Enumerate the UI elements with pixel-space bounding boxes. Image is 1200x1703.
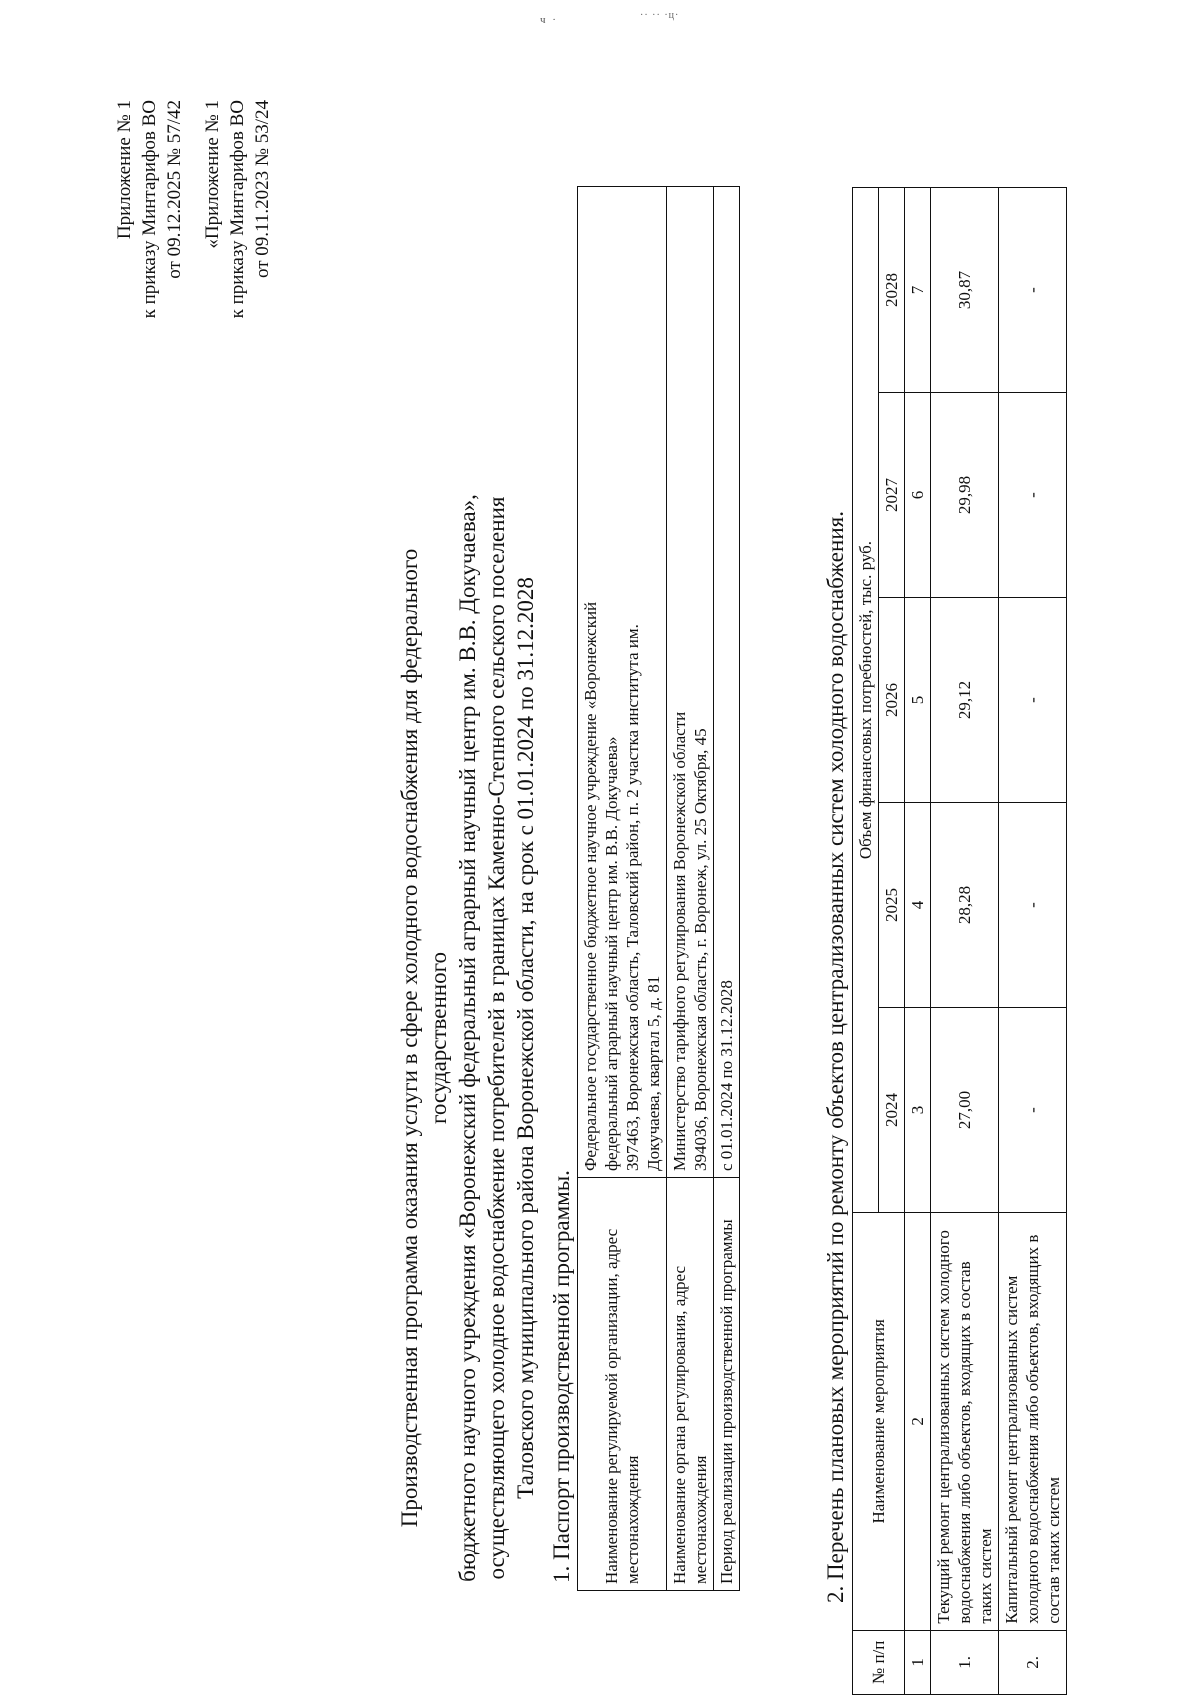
col-header-year: 2025 [879,803,905,1008]
table-header-row [853,188,879,1695]
passport-value [667,187,714,1178]
col-header-year: 2026 [879,598,905,803]
scan-mark: ч · [540,14,558,26]
passport-value [714,187,740,1178]
value-line: 394036, Воронежская область, г. Воронеж, ул. 25 Октября, 45 [691,728,710,1171]
table-row [714,187,740,1591]
appendix-line: от 09.12.2025 № 57/42 [164,100,185,279]
col-header-year: 2024 [879,1008,905,1213]
appendix-header-previous [200,100,275,540]
table-index-row [905,188,931,1695]
passport-value [578,187,667,1178]
passport-label: Наименование органа регулирования, адрес местонахождения [667,1178,714,1591]
row-num: 1. [931,1630,999,1694]
index-cell: 2 [905,1213,931,1631]
section-title-works: 2. Перечень плановых мероприятий по ремонту объектов централизованных систем холодного водоснабжения. [823,511,848,1603]
table-row [931,188,999,1695]
appendix-line: к приказу Минтарифов ВО [139,100,160,319]
row-value: 27,00 [931,1008,999,1213]
appendix-line: Приложение № 1 [114,100,135,240]
works-table [852,187,1067,1695]
index-cell: 7 [905,188,931,393]
index-cell: 1 [905,1630,931,1694]
title-line: Производственная программа оказания услуги в сфере холодного водоснабжения для федерального государственного [397,548,451,1528]
col-header-year: 2028 [879,188,905,393]
value-line: Федеральное государственное бюджетное научное учреждение «Воронежский [581,601,600,1171]
col-header-name: Наименование мероприятия [853,1213,905,1631]
index-cell: 3 [905,1008,931,1213]
section-title-passport: 1. Паспорт производственной программы. [549,1170,574,1583]
table-row [667,187,714,1591]
title-line: Таловского муниципального района Воронежской области, на срок с 01.01.2024 по 31.12.2028 [513,577,538,1499]
table-row [578,187,667,1591]
table-row [999,188,1067,1695]
appendix-header-current [112,100,187,540]
document-title [395,478,540,1598]
title-line: бюджетного научного учреждения «Воронежский федеральный аграрный научный центр им. В.В. Докучаева», [455,494,480,1582]
rotated-page [0,100,1200,1703]
appendix-line: к приказу Минтарифов ВО [227,100,248,319]
row-value: 29,12 [931,598,999,803]
title-line: осуществляющего холодное водоснабжение потребителей в границах Каменно-Степного сельского поселения [484,496,509,1580]
scan-mark: ·· ·· ·ц· [640,10,680,21]
value-line: с 01.01.2024 по 31.12.2028 [717,980,736,1171]
row-value: 30,87 [931,188,999,393]
passport-label: Период реализации производственной программы [714,1178,740,1591]
row-name: Текущий ремонт централизованных систем холодного водоснабжения либо объектов, входящих в состав таких систем [931,1213,999,1631]
col-header-group: Объем финансовых потребностей, тыс. руб. [853,188,879,1213]
appendix-line: от 09.11.2023 № 53/24 [252,100,273,279]
passport-table [577,186,740,1591]
appendix-line: «Приложение № 1 [202,100,223,249]
row-value: - [999,598,1067,803]
row-name: Капитальный ремонт централизованных систем холодного водоснабжения либо объектов, входящих в состав таких систем [999,1213,1067,1631]
row-value: - [999,803,1067,1008]
row-value: - [999,393,1067,598]
col-header-year: 2027 [879,393,905,598]
row-value: 28,28 [931,803,999,1008]
index-cell: 6 [905,393,931,598]
value-line: федеральный аграрный научный центр им. В.В. Докучаева» [602,736,621,1171]
value-line: Министерство тарифного регулирования Воронежской области [670,711,689,1171]
row-value: 29,98 [931,393,999,598]
row-value: - [999,188,1067,393]
row-num: 2. [999,1630,1067,1694]
value-line: 397463, Воронежская область, Таловский район, п. 2 участка института им. [623,624,642,1171]
index-cell: 4 [905,803,931,1008]
value-line: Докучаева, квартал 5, д. 81 [644,975,663,1171]
index-cell: 5 [905,598,931,803]
passport-label: Наименование регулируемой организации, адрес местонахождения [578,1178,667,1591]
row-value: - [999,1008,1067,1213]
col-header-num: № п/п [853,1630,905,1694]
